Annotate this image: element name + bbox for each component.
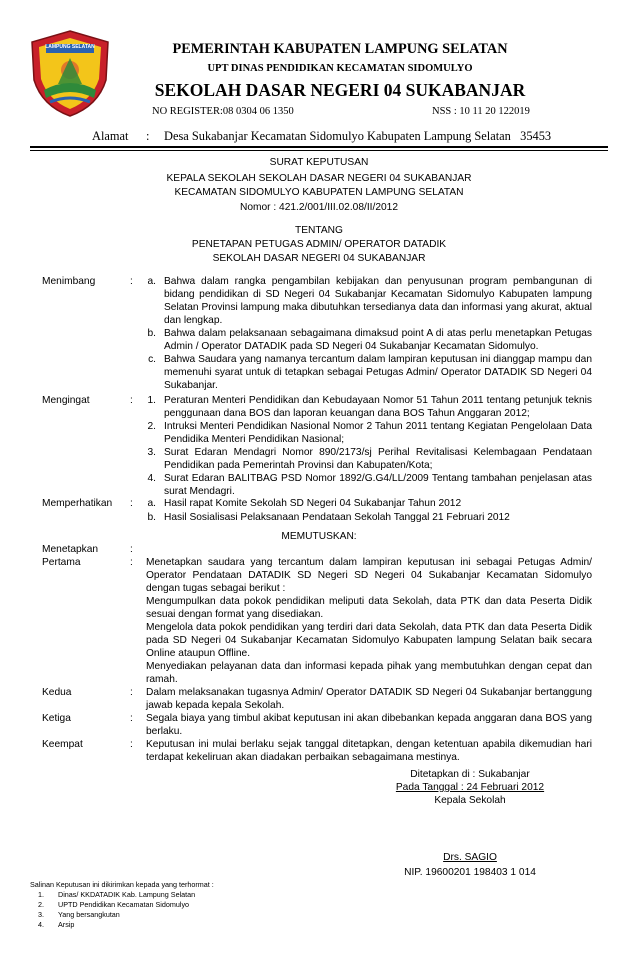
memperhatikan-mark-a: a. [147, 498, 156, 509]
signature-place: Ditetapkan di : Sukabanjar [410, 769, 530, 780]
header-divider [30, 146, 608, 148]
pertama-paragraph-3: Mengelola data pokok pendidikan yang terdiri dari data Sekolah, data PTK dan data Peserta Didik pada SD Negeri 04 Sukabanjar Kecamatan Sidomulyo Kabupaten lampung Selatan baik secara Online ataupun Offline. [146, 622, 592, 659]
header-divider-thin [30, 150, 608, 151]
header-nss: NSS : 10 11 20 122019 [432, 106, 530, 117]
title-number: Nomor : 421.2/001/III.02.08/II/2012 [239, 202, 398, 213]
keempat-label: Keempat [42, 739, 83, 750]
title-about: TENTANG [295, 225, 343, 236]
pertama-paragraph-1: Menetapkan saudara yang tercantum dalam lampiran keputusan ini sebagai Petugas Admin/ Operator Pendataan DATADIK SD Negeri SD Negeri 04 Sukabanjar Kecamatan Sidomulyo dengan tugas sebagai berikut : [146, 557, 592, 594]
pertama-paragraph-2: Mengumpulkan data pokok pendidikan meliputi data Sekolah, data PTK dan data Peserta Didik sesuai dengan format yang disediakan. [146, 596, 592, 620]
mengingat-item-3: Surat Edaran Mendagri Nomor 890/2173/sj Perihal Revitalisasi Kelembagaan Pendataan Pendidikan pada Pemerintah Provinsi dan Kabupaten/Kota; [164, 447, 592, 471]
header-school-name: SEKOLAH DASAR NEGERI 04 SUKABANJAR [154, 80, 526, 100]
signature-role: Kepala Sekolah [434, 795, 506, 806]
copies-item-1: Dinas/ KKDATADIK Kab. Lampung Selatan [58, 890, 196, 899]
mengingat-item-2: Intruksi Menteri Pendidikan Nasional Nomor 2 Tahun 2011 tentang Kegiatan Pengelolaan Data Pendidika Menteri Pendidikan Nasional; [164, 421, 592, 445]
memperhatikan-mark-b: b. [147, 512, 156, 523]
ketiga-label: Ketiga [42, 713, 71, 724]
menimbang-mark-c: c. [148, 354, 156, 365]
title-subject: PENETAPAN PETUGAS ADMIN/ OPERATOR DATADIK [191, 239, 447, 250]
copies-item-4: Arsip [58, 920, 75, 929]
memperhatikan-item-b: Hasil Sosialisasi Pelaksanaan Pendataan Sekolah Tanggal 21 Februari 2012 [164, 512, 510, 523]
keempat-colon: : [130, 739, 133, 750]
copies-item-2: UPTD Pendidikan Kecamatan Sidomulyo [58, 900, 190, 909]
memperhatikan-label: Memperhatikan [42, 498, 113, 509]
pertama-colon: : [130, 557, 133, 568]
copies-mark-4: 4. [38, 920, 44, 929]
logo-caption: LAMPUNG SELATAN [45, 44, 95, 50]
title-district: KECAMATAN SIDOMULYO KABUPATEN LAMPUNG SELATAN [174, 187, 464, 198]
mengingat-item-4: Surat Edaran BALITBAG PSD Nomor 1892/G.G4/LL/2009 Tentang tambahan penjelasan atas surat Mendagri. [164, 473, 592, 497]
regency-logo [28, 28, 112, 118]
mengingat-mark-2: 2. [147, 421, 156, 432]
menetapkan-label: Menetapkan [42, 544, 99, 555]
keempat-text: Keputusan ini mulai berlaku sejak tanggal ditetapkan, dengan ketentuan apabila dikemudian hari terdapat kekeliruan akan diadakan perbaikan sebagaimana mestinya. [146, 739, 592, 763]
menimbang-label: Menimbang [42, 276, 96, 287]
kedua-colon: : [130, 687, 133, 698]
header-register: NO REGISTER:08 0304 06 1350 [152, 106, 294, 117]
header-address-colon: : [146, 129, 150, 143]
menetapkan-colon: : [130, 544, 133, 555]
mengingat-item-1: Peraturan Menteri Pendidikan dan Kebudayaan Nomor 51 Tahun 2011 tentang petunjuk teknis penggunaan dana BOS dan laporan keuangan dana BOS Tahun Anggaran 2012; [164, 395, 592, 419]
signature-nip: NIP. 19600201 198403 1 014 [404, 867, 536, 878]
menimbang-item-b: Bahwa dalam pelaksanaan sebagaimana dimaksud point A di atas perlu menetapkan Petugas Admin / Operator DATADIK pada SD Negeri 04 Sukabanjar Kecamatan Sidomulyo. [164, 328, 592, 352]
copies-mark-2: 2. [38, 900, 44, 909]
pertama-label: Pertama [42, 557, 81, 568]
signature-date: Pada Tanggal : 24 Februari 2012 [395, 782, 545, 793]
title-school: SEKOLAH DASAR NEGERI 04 SUKABANJAR [212, 253, 426, 264]
mengingat-mark-3: 3. [147, 447, 156, 458]
memperhatikan-colon: : [130, 498, 133, 509]
copies-mark-1: 1. [38, 890, 44, 899]
mengingat-label: Mengingat [42, 395, 90, 406]
menimbang-mark-a: a. [147, 276, 156, 287]
ketiga-colon: : [130, 713, 133, 724]
menimbang-mark-b: b. [147, 328, 156, 339]
signature-name: Drs. SAGIO [443, 852, 497, 863]
header-government: PEMERINTAH KABUPATEN LAMPUNG SELATAN [172, 41, 508, 57]
kedua-label: Kedua [42, 687, 72, 698]
header-agency: UPT DINAS PENDIDIKAN KECAMATAN SIDOMULYO [207, 63, 473, 74]
mengingat-mark-4: 4. [147, 473, 156, 484]
menimbang-colon: : [130, 276, 133, 287]
menimbang-item-c: Bahwa Saudara yang namanya tercantum dalam lampiran keputusan ini dianggap mampu dan memenuhi syarat untuk di tetapkan sebagai Petugas Admin/ Operator DATADIK SD Negeri 04 Sukabanjar. [164, 354, 592, 391]
copies-item-3: Yang bersangkutan [58, 910, 120, 919]
header-address-label: Alamat [92, 129, 129, 143]
kedua-text: Dalam melaksanakan tugasnya Admin/ Operator DATADIK SD Negeri 04 Sukabanjar bertanggung jawab kepada kepala Sekolah. [146, 687, 592, 711]
ketiga-text: Segala biaya yang timbul akibat keputusan ini akan dibebankan kepada anggaran dana BOS yang berlaku. [146, 713, 592, 737]
mengingat-mark-1: 1. [147, 395, 156, 406]
copies-title: Salinan Keputusan ini dikirimkan kepada yang terhormat : [30, 880, 214, 889]
menimbang-item-a: Bahwa dalam rangka pengambilan kebijakan dan penyusunan program pembangunan di bidang pendidikan di SD Negeri 04 Sukabanjar Kecamatan Sidomulyo Kabupaten lampung Selatan Provinsi lampung maka dibutuhkan tersedianya data dan informasi yang akurat, aktual dan lengkap. [164, 276, 592, 326]
copies-mark-3: 3. [38, 910, 44, 919]
memperhatikan-item-a: Hasil rapat Komite Sekolah SD Negeri 04 Sukabanjar Tahun 2012 [164, 498, 462, 509]
header-address: Desa Sukabanjar Kecamatan Sidomulyo Kabupaten Lampung Selatan 35453 [164, 129, 552, 143]
memutuskan-heading: MEMUTUSKAN: [281, 531, 357, 542]
title-decree: SURAT KEPUTUSAN [269, 157, 369, 168]
title-issuer: KEPALA SEKOLAH SEKOLAH DASAR NEGERI 04 SUKABANJAR [166, 173, 472, 184]
mengingat-colon: : [130, 395, 133, 406]
pertama-paragraph-4: Menyediakan pelayanan data dan informasi kepada pihak yang membutuhkan dengan cepat dan ramah. [146, 661, 592, 685]
